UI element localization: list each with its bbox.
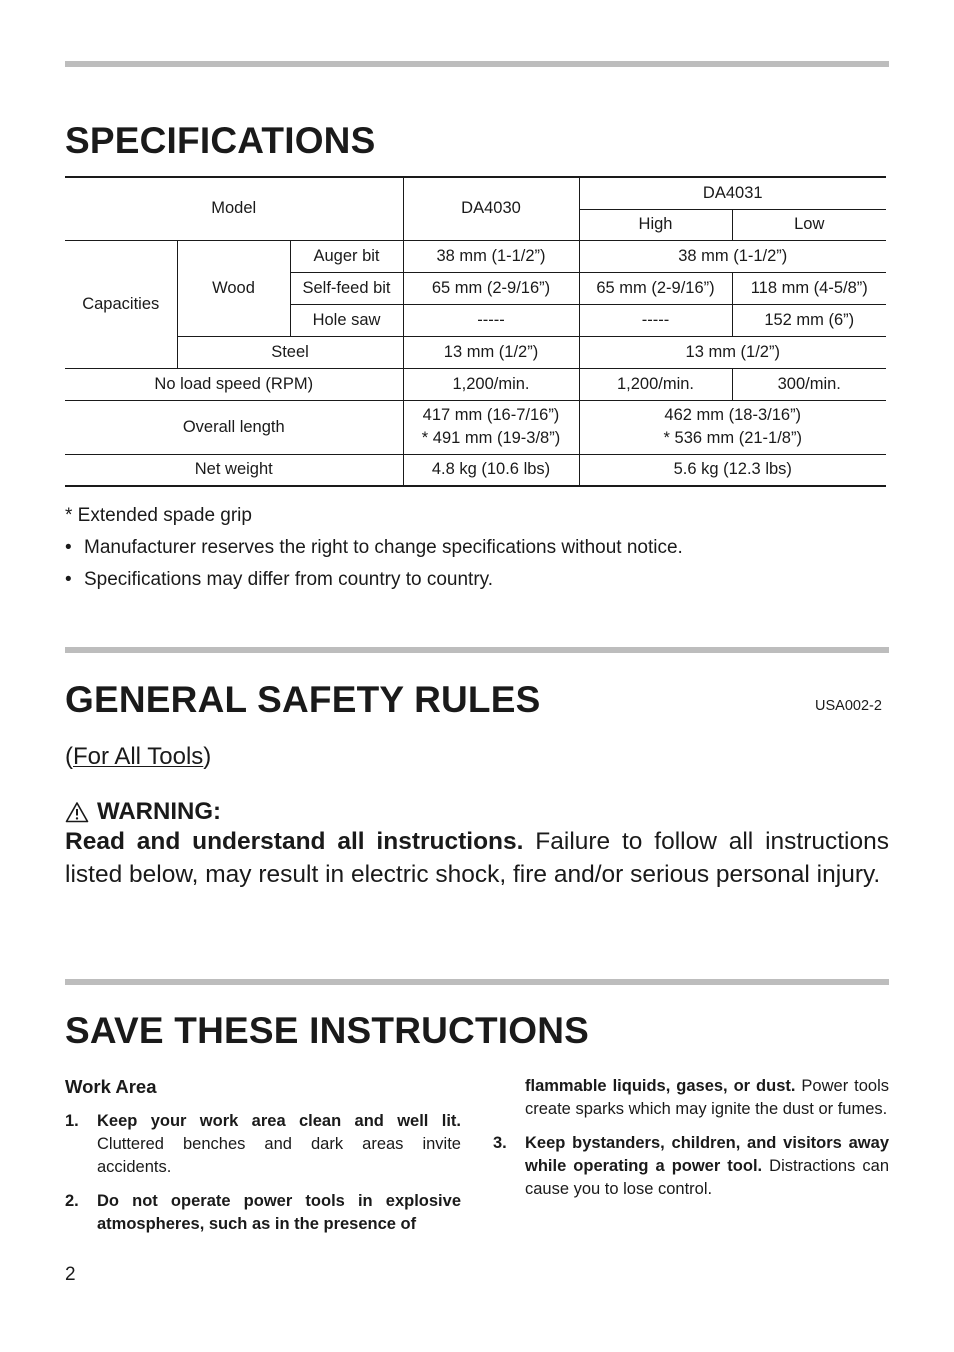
length-da4030 [403, 400, 579, 454]
warning-triangle-icon [65, 801, 89, 823]
section-divider [65, 647, 889, 653]
selffeed-da4030: 65 mm (2-9/16”) [403, 272, 579, 304]
right-column [493, 1075, 889, 1212]
wood-label: Wood [177, 240, 290, 336]
length-da4031-standard: 462 mm (18-3/16”) [664, 406, 802, 424]
steel-da4030: 13 mm (1/2”) [403, 336, 579, 368]
length-da4031 [579, 400, 886, 454]
auger-da4031: 38 mm (1-1/2”) [579, 240, 886, 272]
length-label: Overall length [65, 400, 403, 454]
selffeed-high: 65 mm (2-9/16”) [579, 272, 732, 304]
speed-label: No load speed (RPM) [65, 368, 403, 400]
model-label: Model [65, 177, 403, 240]
selffeed-low: 118 mm (4-5/8”) [732, 272, 886, 304]
note-bullet: • Manufacturer reserves the right to change specifications without notice. [65, 537, 683, 558]
col-low: Low [732, 209, 886, 240]
holesaw-da4030: ----- [403, 304, 579, 336]
warning-text: Read and understand all instructions. Failure to follow all instructions listed below, may result in electric shock, fire and/or serious personal injury. [65, 828, 889, 888]
col-da4031: DA4031 [579, 177, 886, 209]
page-number: 2 [65, 1264, 76, 1285]
weight-da4031: 5.6 kg (12.3 lbs) [579, 454, 886, 486]
speed-high: 1,200/min. [579, 368, 732, 400]
list-item: 2. Do not operate power tools in explosive atmospheres, such as in the presence of [65, 1192, 461, 1233]
specifications-title: SPECIFICATIONS [65, 120, 376, 161]
col-da4030: DA4030 [403, 177, 579, 240]
length-da4030-extended: * 491 mm (19-3/8”) [421, 429, 561, 447]
specifications-table [65, 176, 886, 487]
auger-da4030: 38 mm (1-1/2”) [403, 240, 579, 272]
steel-da4031: 13 mm (1/2”) [579, 336, 886, 368]
auger-label: Auger bit [290, 240, 403, 272]
weight-label: Net weight [65, 454, 403, 486]
section-divider [65, 979, 889, 985]
left-column [65, 1075, 461, 1247]
weight-da4030: 4.8 kg (10.6 lbs) [403, 454, 579, 486]
document-code: USA002-2 [815, 698, 882, 714]
work-area-heading: Work Area [65, 1076, 157, 1097]
holesaw-label: Hole saw [290, 304, 403, 336]
holesaw-low: 152 mm (6”) [732, 304, 886, 336]
general-safety-title: GENERAL SAFETY RULES [65, 679, 541, 720]
for-all-tools: (For All Tools) [65, 743, 212, 770]
selffeed-label: Self-feed bit [290, 272, 403, 304]
capacities-label: Capacities [65, 240, 177, 368]
top-divider [65, 61, 889, 67]
speed-da4030: 1,200/min. [403, 368, 579, 400]
length-da4030-standard: 417 mm (16-7/16”) [422, 406, 560, 424]
list-item: 1. Keep your work area clean and well lit. Cluttered benches and dark areas invite accidents. [65, 1112, 461, 1176]
col-high: High [579, 209, 732, 240]
steel-label: Steel [177, 336, 403, 368]
list-item-continued: flammable liquids, gases, or dust. Power tools create sparks which may ignite the dust or fumes. [525, 1077, 889, 1118]
footnote: * Extended spade grip [65, 505, 252, 526]
speed-low: 300/min. [732, 368, 886, 400]
warning-heading: WARNING: [65, 798, 221, 826]
note-bullet: • Specifications may differ from country to country. [65, 569, 494, 590]
save-instructions-title: SAVE THESE INSTRUCTIONS [65, 1010, 590, 1051]
holesaw-high: ----- [579, 304, 732, 336]
length-da4031-extended: * 536 mm (21-1/8”) [663, 429, 802, 447]
list-item: 3. Keep bystanders, children, and visitors away while operating a power tool. Distractions can cause you to lose control. [493, 1134, 889, 1198]
